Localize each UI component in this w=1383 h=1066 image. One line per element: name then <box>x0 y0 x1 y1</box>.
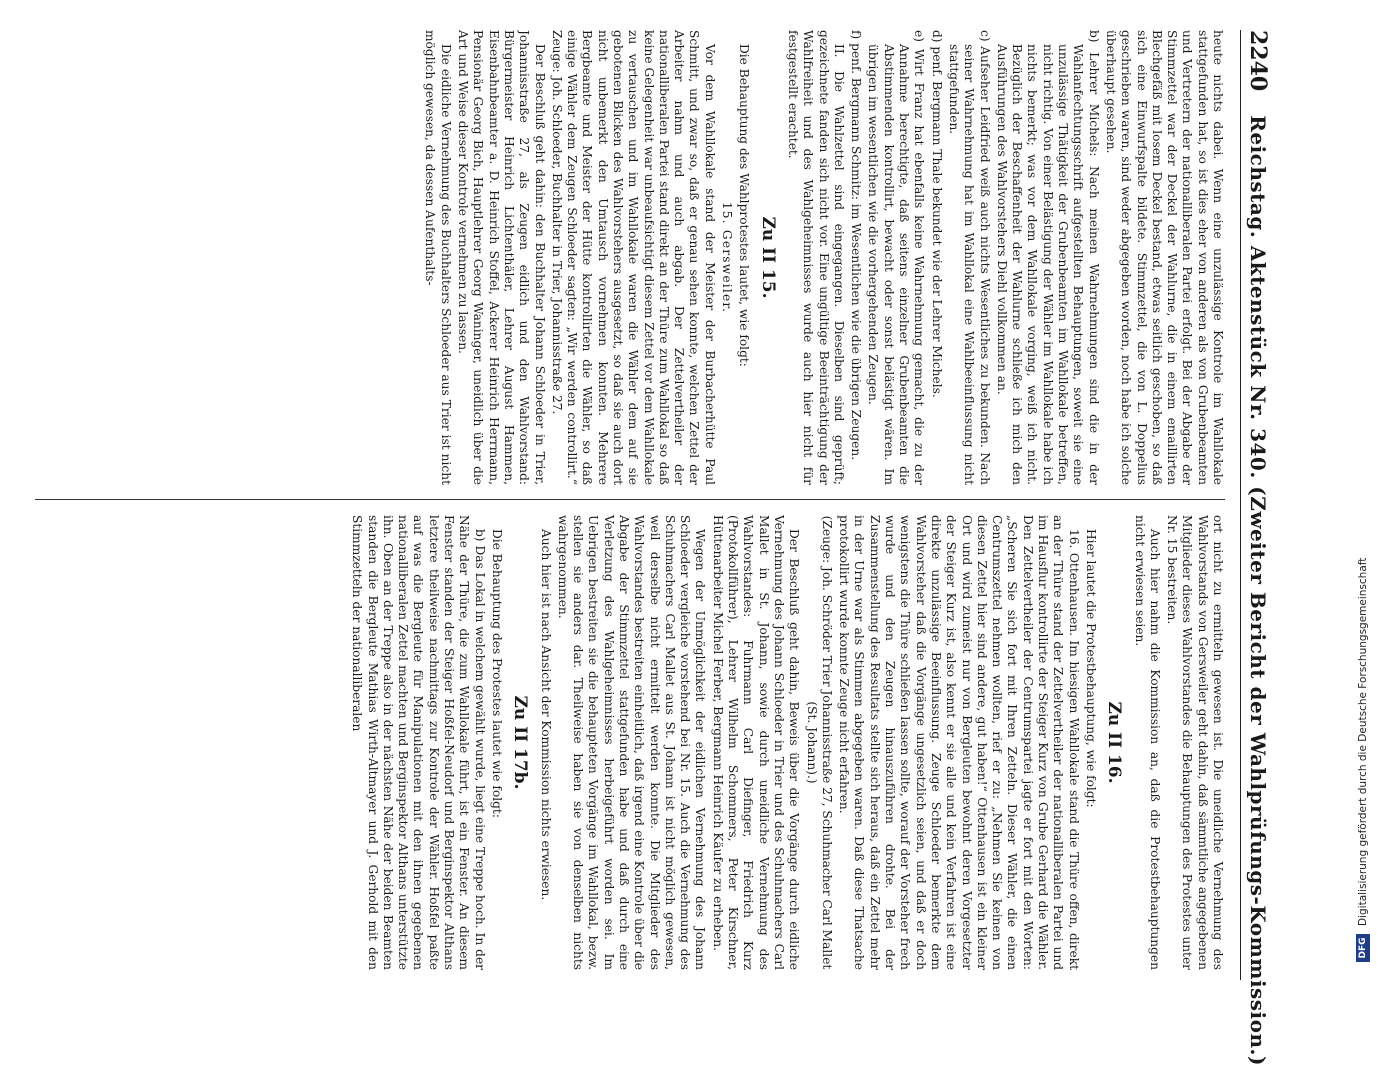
paragraph: Auch hier ist nach Ansicht der Kommission nichts erwiesen. <box>538 529 553 901</box>
paragraph: ort nicht zu ermitteln gewesen ist. Die uneidliche Vernehmung des Wahlvorstands von Gersweiler geht dahin, daß sämmtliche angegebenen Mitglieder dieses Wahlvorstandes die Behauptungen des Protestes unter Nr. 15 bestreiten. <box>1165 515 1225 970</box>
testimony-item: c) Aufseher Leidfried weiß auch nichts Wesentliches zu bekunden. Nach seiner Wahrnehmung hat im Wahllokal eine Wahlbeeinflussung nicht stattgefunden. <box>946 30 992 485</box>
funding-note: Digitalisierung gefördert durch die Deutsche Forschungsgemeinschaft <box>1357 557 1369 926</box>
section-heading: Zu II 17b. <box>510 695 531 790</box>
page-number: 2240 <box>1245 30 1271 92</box>
page-header <box>1240 30 1275 1066</box>
paragraph: Hier lautet die Protestbehauptung, wie folgt: <box>1083 529 1098 808</box>
paragraph: Die Behauptung des Wahlprotestes lautet, wie folgt: <box>737 44 752 367</box>
paragraph: Die eidliche Vernehmung des Buchhalters Schloeder aus Trier ist nicht möglich gewesen, da dessen Aufenthalts- <box>423 30 453 485</box>
witness-note: (Zeuge: Joh. Schröder Trier Johannisstraße 27, Schuhmacher Carl Mallet (St. Johann).) <box>804 515 834 970</box>
right-column <box>35 515 1225 970</box>
paragraph: Auch hier nahm die Kommission an, daß die Protestbehauptungen nicht erwiesen seien. <box>1132 515 1162 970</box>
paragraph: 16. Ottenhausen. Im hiesigen Wahllokale stand die Thüre offen, direkt an der Thüre stand der Zettelvertheiler der nationalliberalen Partei und im Hausflur kontrollirte der Steiger Kurz von Grube Gerhard die Wähler. Den Zettelvertheiler der Centrumspartei jagte er fort mit den Worten: „Scheren Sie sich fort mit Ihren Zetteln. Dieser Wähler, die einen Centrumszettel nehmen wollten, rief er zu: „Nehmen Sie keinen von diesen Zettel hier sind andere, gut haben!“ Ottenhausen ist ein kleiner Ort und wird zumeist nur von Bergleuten bewohnt deren Vorgesetzter der Steiger Kurz ist, also kennt er sie alle und kein Verfahren ist eine direkte unzulässige Beeinflussung. Zeuge Schloeder bemerkte dem Wahlvorsteher daß die Vorgänge ungesetzlich seien, und daß er doch wenigstens die Thüre schließen lassen sollte, worauf der Vorsteher frech wurde und den Zeugen hinauszuführen drohte. Bei der Zusammenstellung des Resultats stellte sich heraus, daß ein Zettel mehr in der Urne war als Stimmen abgegeben waren. Daß diese Thatsache protokollirt wurde konnte Zeuge nicht erfahren. <box>837 515 1081 970</box>
paragraph: Die Behauptung des Protestes lautet wie folgt: <box>489 529 504 818</box>
paragraph: Der Beschluß geht dahin, Beweis über die Vorgänge durch eidliche Vernehmung des Johann Schloeder in Trier und des Schuhmachers Carl Mallet in St. Johann, sowie durch uneidliche Vernehmung des Wahlvorstandes: Fuhrmann Carl Diefinger, Friedrich Kurz (Protokollführer), Lehrer Wilhelm Schommers, Peter Kirschner, Hüttenarbeiter Michel Ferber, Bergmann Heinrich Käufer zu erheben. <box>710 515 802 970</box>
section-heading: Zu II 16. <box>1104 701 1125 784</box>
testimony-item: b) Lehrer Michels: Nach meinen Wahrnehmungen sind die in der Wahlanfechtungsschrift aufgestellten Behauptungen, soweit sie eine unzulässige Thätigkeit der Grubenbeamten im Wahllokale betreffen, nicht richtig. Von einer Belästigung der Wähler im Wahllokale habe ich nichts bemerkt; was vor dem Wahllokale vorging, weiß ich nicht. Bezüglich der Beschaffenheit der Wahlurne schließe ich mich den Ausführungen des Wahlvorstehers Diehl vollkommen an. <box>994 30 1101 485</box>
paragraph: heute nichts dabei. Wenn eine unzulässige Kontrole im Wahllokale stattgefunden hat, so ist dies eher von anderen als von Grubenbeamten und Vertretern der nationalliberalen Partei erfolgt. Bei der Abgabe der Stimmzettel war der Deckel der Wahlurne, die in einem emaillirten Blechgefäß mit losem Deckel bestand, etwas seitlich geschoben, so daß sich eine Einwurfspalte bildete. Stimmzettel, die von L. Doppelius geschrieben waren, sind weder abgegeben worden, noch habe ich solche überhaupt gesehen. <box>1103 30 1225 485</box>
scanned-page <box>5 0 1285 1066</box>
column-divider <box>35 499 1225 500</box>
funding-footer <box>1352 0 1374 1000</box>
testimony-item: f) penf. Bergmann Schmitz: im Wesentlichen wie die übrigen Zeugen. <box>849 30 864 461</box>
testimony-item: e) Wirt Franz hat ebenfalls keine Wahrnehmung gemacht, die zu der Annahme berechtigte, daß seitens einzelner Grubenbeamten die Abstimmenden kontrollirt, bewacht oder sonst belästigt wären. Im übrigen im wesentlichen wie die vorhergehenden Zeugen. <box>866 30 927 485</box>
paragraph: b) Das Lokal in welchem gewählt wurde, liegt eine Treppe hoch. In der Nähe der Thüre, die zum Wahllokale führt, ist ein Fenster. An diesem Fenster standen der Steiger Hoßfel-Neudorf und Berginspektor Althans letztere theilweise nachmittags zur Kontrole der Wähler. Hoßfel paßte auf was die Bergleute für Manipulationen mit den ihnen gegebenen nationalliberalen Zettel machten und Berginspektor Althans unterstützte ihn. Oben an der Treppe also in der nächsten Nähe der beiden Beamten standen die Bergleute Mathias Wirth-Altmayer und J. Gerhold mit den Stimmzetteln der nationalliberalen <box>350 515 487 970</box>
running-title: Reichstag. Aktenstück Nr. 340. (Zweiter Bericht der Wahlprüfungs-Kommission.) <box>1246 115 1270 1066</box>
paragraph: Wegen der Unmöglichkeit der eidlichen Vernehmung des Johann Schloeder vergleiche vorstehend bei Nr. 15. Auch die Vernehmung des Schuhmachers Carl Mallet aus St. Johann ist nicht möglich gewesen, weil derselbe nicht ermittelt werden konnte. Die Mitglieder des Wahlvorstandes bestreiten einheitlich, daß irgend eine Kontrole über die Abgabe der Stimmzettel stattgefunden habe und daß durch eine Verletzung des Wahlgeheimnisses herbeigeführt worden sei. Im Uebrigen bestreiten sie die behaupteten Vorgänge im Wahllokal, bezw. stellen sie anders dar. Theilweise haben sie von denselben nichts wahrgenommen. <box>555 515 708 970</box>
paragraph: Der Beschluß geht dahin: den Buchhalter Johann Schloeder in Trier, Johannisstraße 27, als Zeugen eidlich und den Wahlvorstand: Bürgermeister Heinrich Lichtenthäler, Lehrer August Hammen, Eisenbahnbeamter a. D. Heinrich Stoffel, Ackerer Heinrich Herrmann, Pensionär Georg Bich, Hauptlehrer Georg Waninger, uneidlich über die Art und Weise dieser Kontrole vernehmen zu lassen. <box>456 30 547 485</box>
testimony-item: d) penf. Bergmann Thale bekundet wie der Lehrer Michels. <box>929 30 944 398</box>
section-heading: Zu II 15. <box>757 216 778 299</box>
paragraph: II. Die Wahlzettel sind eingegangen. Dieselben sind geprüft; gezeichnete fanden sich nicht vor. Eine ungültige Beeinträchtigung der Wahlfreiheit und des Wahlgeheimnisses wurde auch hier nicht für festgestellt erachtet. <box>785 30 846 485</box>
dfg-logo: DFG <box>1356 934 1370 962</box>
left-column <box>35 30 1225 485</box>
paragraph: Vor dem Wahllokale stand der Meister der Burbacherhütte Paul Schmitt, und zwar so, daß er genau sehen konnte, welchen Zettel der Arbeiter nahm und auch abgab. Der Zettelvertheiler der nationalliberalen Partei stand direkt an der Thüre zum Wahllokal so daß keine Gelegenheit war unbeaufsichtigt diesem Zettel vor dem Wahllokale zu vertauschen und im Wahllokale waren die Wähler dem auf sie gebotenen Blicken des Wahlvorstehers ausgesetzt, so daß sie auch dort nicht unbemerkt den Umtausch vornehmen konnten. Mehrere Bergbeamte und Meister der Hütte kontrollirten die Wähler, so daß einige Wähler dem Zeugen Schloeder sagten: „Wir werden controllirt.“ Zeuge: Joh. Schloeder, Buchhalter in Trier, Johannisstraße 27. <box>549 30 717 485</box>
location-heading: 15. Gersweiler. <box>720 201 735 314</box>
